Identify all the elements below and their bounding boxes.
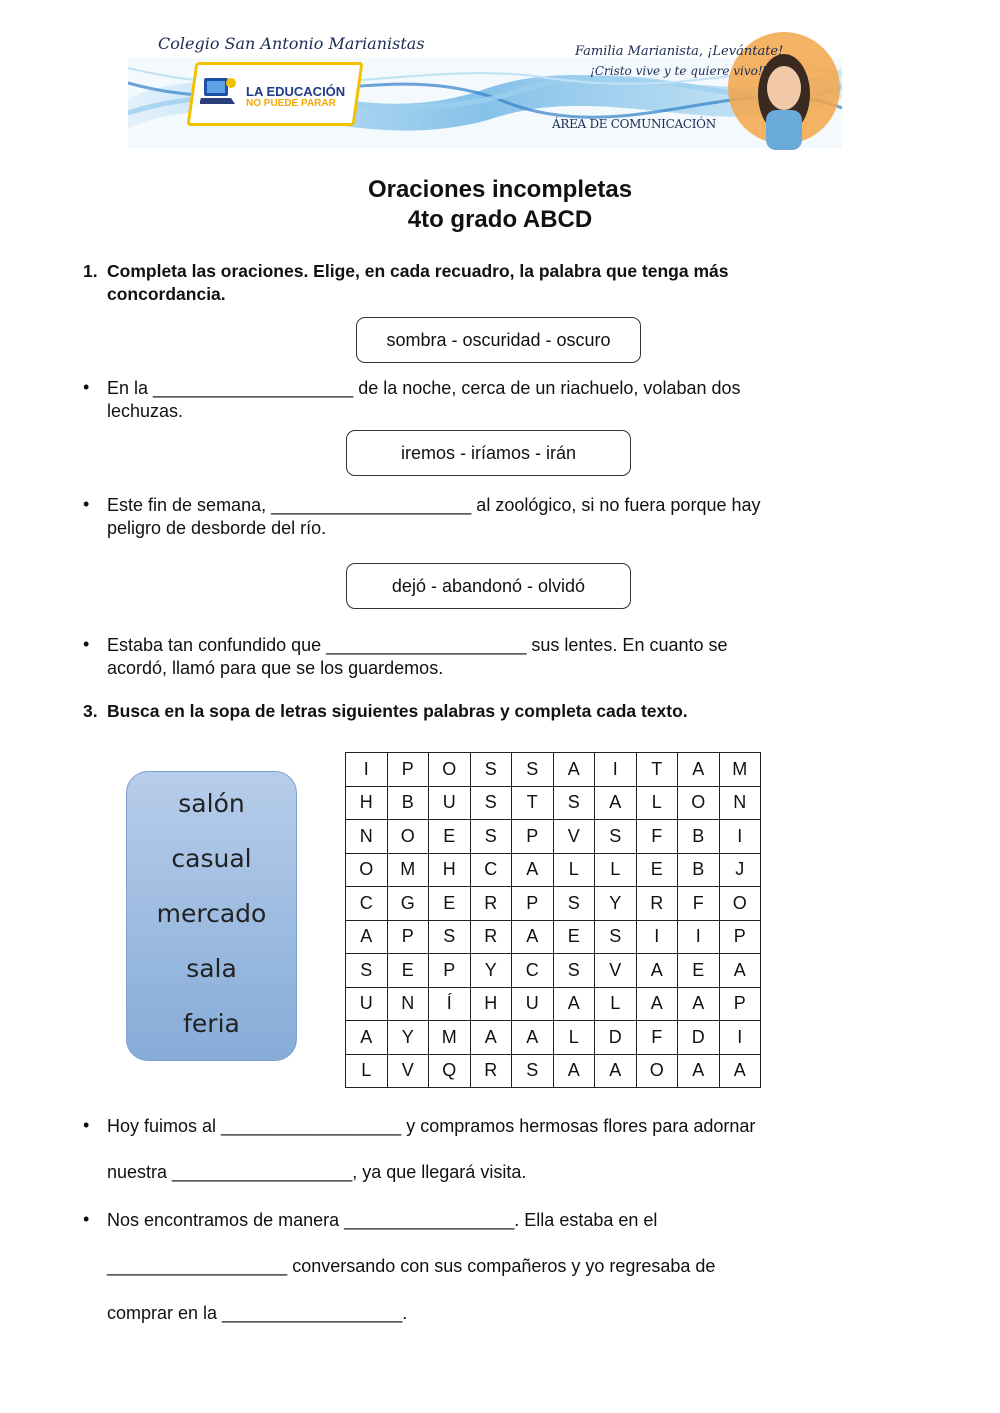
grid-cell: A	[595, 1054, 637, 1088]
grid-cell: E	[553, 920, 595, 954]
grid-cell: C	[346, 887, 388, 921]
grid-cell: S	[470, 820, 512, 854]
page-title: Oraciones incompletas	[367, 176, 633, 203]
grid-cell: M	[719, 753, 761, 787]
bullet-icon: •	[83, 494, 90, 514]
grid-cell: A	[595, 786, 637, 820]
grid-cell: V	[387, 1054, 429, 1088]
grid-cell: L	[553, 853, 595, 887]
grid-cell: A	[512, 1021, 554, 1055]
sentence-3-line2: acordó, llamó para que se los guardemos.	[107, 658, 444, 678]
grid-cell: S	[553, 887, 595, 921]
grid-cell: I	[636, 920, 678, 954]
grid-cell: A	[678, 1054, 720, 1088]
grid-row	[346, 786, 761, 820]
grid-cell: S	[553, 954, 595, 988]
grid-cell: T	[512, 786, 554, 820]
text-2-line2: __________________ conversando con sus compañeros y yo regresaba de	[107, 1256, 716, 1276]
bullet-icon: •	[83, 1115, 90, 1135]
grid-cell: Y	[387, 1021, 429, 1055]
grid-cell: P	[387, 753, 429, 787]
text-2-line3: comprar en la __________________.	[107, 1303, 408, 1323]
grid-cell: P	[387, 920, 429, 954]
grid-cell: A	[512, 920, 554, 954]
sentence-3-line1: Estaba tan confundido que ____________________ sus lentes. En cuanto se	[107, 635, 728, 655]
grid-row	[346, 887, 761, 921]
section1-number: 1.	[83, 261, 98, 281]
grid-cell: A	[553, 987, 595, 1021]
bullet-icon: •	[83, 1209, 90, 1229]
grid-cell: U	[346, 987, 388, 1021]
grid-cell: U	[429, 786, 471, 820]
section1-instruction-line2: concordancia.	[107, 284, 226, 304]
grid-row	[346, 987, 761, 1021]
grid-cell: S	[429, 920, 471, 954]
word-item: casual	[171, 844, 252, 873]
area-label: ÁREA DE COMUNICACIÓN	[552, 117, 716, 131]
school-name: Colegio San Antonio Marianistas	[158, 34, 425, 53]
word-list-box	[126, 771, 297, 1061]
text-1-line1: Hoy fuimos al __________________ y compramos hermosas flores para adornar	[107, 1116, 756, 1136]
grid-cell: S	[470, 786, 512, 820]
grid-cell: A	[553, 1054, 595, 1088]
grid-cell: V	[595, 954, 637, 988]
grid-cell: A	[553, 753, 595, 787]
grid-cell: H	[346, 786, 388, 820]
grid-cell: B	[678, 853, 720, 887]
grid-cell: A	[346, 1021, 388, 1055]
sentence-2-line1: Este fin de semana, ____________________ al zoológico, si no fuera porque hay	[107, 495, 761, 515]
grid-cell: B	[678, 820, 720, 854]
grid-cell: S	[512, 753, 554, 787]
text-1-line2: nuestra __________________, ya que llegará visita.	[107, 1162, 527, 1182]
grid-cell: A	[719, 954, 761, 988]
grid-cell: S	[595, 920, 637, 954]
sentence-2-line2: peligro de desborde del río.	[107, 518, 327, 538]
grid-cell: S	[346, 954, 388, 988]
grid-cell: A	[512, 853, 554, 887]
grid-cell: U	[512, 987, 554, 1021]
section3-number: 3.	[83, 701, 98, 721]
grid-row	[346, 1021, 761, 1055]
grid-cell: Q	[429, 1054, 471, 1088]
grid-cell: D	[595, 1021, 637, 1055]
grid-cell: A	[678, 753, 720, 787]
grid-cell: Í	[429, 987, 471, 1021]
grid-row	[346, 954, 761, 988]
grid-row	[346, 753, 761, 787]
motto-line2: ¡Cristo vive y te quiere vivo!'	[590, 64, 766, 78]
bullet-icon: •	[83, 634, 90, 654]
grid-cell: N	[719, 786, 761, 820]
grid-cell: O	[429, 753, 471, 787]
grid-cell: A	[470, 1021, 512, 1055]
grid-cell: I	[346, 753, 388, 787]
grid-cell: P	[429, 954, 471, 988]
grid-cell: S	[470, 753, 512, 787]
bullet-icon: •	[83, 377, 90, 397]
grid-cell: A	[346, 920, 388, 954]
grid-row	[346, 1054, 761, 1088]
grid-cell: L	[346, 1054, 388, 1088]
grid-cell: F	[678, 887, 720, 921]
grid-cell: N	[387, 987, 429, 1021]
grid-cell: A	[636, 987, 678, 1021]
grid-cell: P	[512, 820, 554, 854]
grid-cell: Y	[470, 954, 512, 988]
grid-cell: A	[719, 1054, 761, 1088]
grid-row	[346, 820, 761, 854]
word-item: mercado	[156, 899, 267, 928]
grid-cell: B	[387, 786, 429, 820]
grid-cell: R	[470, 1054, 512, 1088]
grid-cell: H	[429, 853, 471, 887]
grid-cell: E	[429, 820, 471, 854]
grid-cell: N	[346, 820, 388, 854]
grid-cell: F	[636, 820, 678, 854]
grid-cell: O	[636, 1054, 678, 1088]
grid-cell: T	[636, 753, 678, 787]
grid-cell: S	[512, 1054, 554, 1088]
laptop-icon	[200, 74, 238, 108]
text-2-line1: Nos encontramos de manera _________________. Ella estaba en el	[107, 1210, 658, 1230]
grid-cell: J	[719, 853, 761, 887]
word-item: sala	[186, 954, 237, 983]
grid-cell: L	[595, 987, 637, 1021]
grid-cell: L	[595, 853, 637, 887]
grid-row	[346, 853, 761, 887]
grid-cell: I	[719, 820, 761, 854]
grid-cell: O	[346, 853, 388, 887]
grid-cell: O	[678, 786, 720, 820]
grid-cell: E	[636, 853, 678, 887]
grid-cell: C	[470, 853, 512, 887]
motto-line1: Familia Marianista, ¡Levántate!	[575, 44, 784, 59]
grid-cell: I	[595, 753, 637, 787]
grid-cell: S	[595, 820, 637, 854]
grid-cell: L	[553, 1021, 595, 1055]
grid-cell: I	[678, 920, 720, 954]
section1-instruction-line1: Completa las oraciones. Elige, en cada recuadro, la palabra que tenga más	[107, 261, 729, 281]
word-item: feria	[183, 1009, 240, 1038]
section3-instruction: Busca en la sopa de letras siguientes palabras y completa cada texto.	[107, 701, 688, 721]
grid-cell: P	[512, 887, 554, 921]
sentence-1-line2: lechuzas.	[107, 401, 184, 421]
grid-cell: C	[512, 954, 554, 988]
grid-cell: E	[678, 954, 720, 988]
options-box-3: dejó - abandonó - olvidó	[346, 563, 631, 609]
grid-cell: H	[470, 987, 512, 1021]
grid-cell: S	[553, 786, 595, 820]
grid-cell: E	[387, 954, 429, 988]
grid-cell: R	[636, 887, 678, 921]
grid-cell: R	[470, 887, 512, 921]
page-subtitle: 4to grado ABCD	[407, 206, 593, 233]
grid-cell: A	[636, 954, 678, 988]
grid-cell: Y	[595, 887, 637, 921]
options-box-2: iremos - iríamos - irán	[346, 430, 631, 476]
grid-cell: V	[553, 820, 595, 854]
word-item: salón	[178, 789, 245, 818]
grid-cell: E	[429, 887, 471, 921]
logo-text-line2: NO PUEDE PARAR	[246, 98, 336, 109]
grid-cell: O	[387, 820, 429, 854]
grid-cell: F	[636, 1021, 678, 1055]
word-search-grid	[345, 752, 761, 1088]
grid-cell: M	[387, 853, 429, 887]
sentence-1-line1: En la ____________________ de la noche, cerca de un riachuelo, volaban dos	[107, 378, 741, 398]
grid-cell: L	[636, 786, 678, 820]
grid-cell: G	[387, 887, 429, 921]
grid-cell: O	[719, 887, 761, 921]
grid-cell: P	[719, 920, 761, 954]
grid-cell: I	[719, 1021, 761, 1055]
grid-cell: M	[429, 1021, 471, 1055]
options-box-1: sombra - oscuridad - oscuro	[356, 317, 641, 363]
grid-cell: D	[678, 1021, 720, 1055]
grid-cell: P	[719, 987, 761, 1021]
grid-row	[346, 920, 761, 954]
grid-cell: A	[678, 987, 720, 1021]
grid-cell: R	[470, 920, 512, 954]
logo-text-line1: LA EDUCACIÓN	[246, 84, 346, 99]
